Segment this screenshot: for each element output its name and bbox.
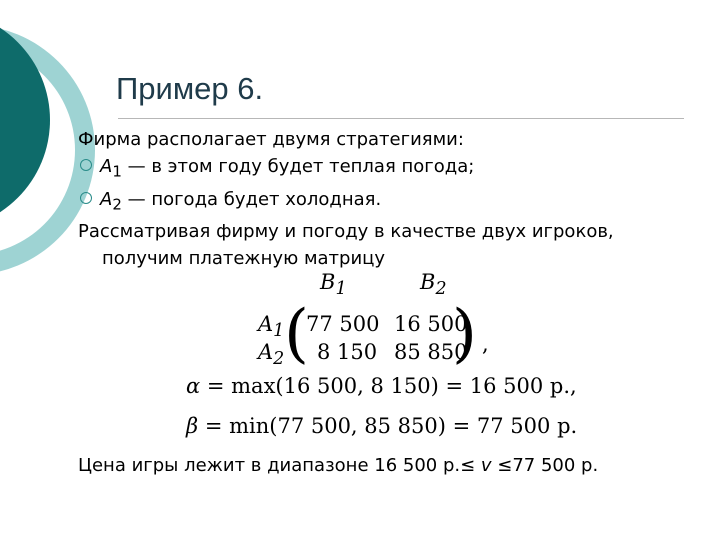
matrix-trailing-comma: , xyxy=(482,332,489,356)
col-label-b2: $B_2$ xyxy=(420,270,447,300)
matrix-cell: 77 500 xyxy=(306,312,380,336)
matrix-cell: 8 150 xyxy=(317,340,378,364)
strategy-item-1 xyxy=(78,153,614,186)
alpha-result: 16 500 xyxy=(469,374,544,398)
alpha-args: 16 500, 8 150 xyxy=(283,374,431,398)
beta-formula: β = min(77 500, 85 850) = 77 500 р. xyxy=(186,414,578,438)
col-label-b1: $B_1$ xyxy=(320,270,347,300)
beta-op: min xyxy=(229,414,270,438)
beta-symbol: β xyxy=(186,414,199,438)
strategy-name: A xyxy=(100,188,113,210)
strategy-text: — погода будет холодная. xyxy=(121,188,382,210)
matrix-right-paren: ) xyxy=(452,297,477,371)
strategy-sub: 2 xyxy=(112,195,122,214)
strategy-sub: 1 xyxy=(112,162,122,181)
strategy-item-2 xyxy=(78,186,614,219)
paragraph-line-1: Рассматривая фирму и погоду в качестве двух игроков, xyxy=(78,221,614,243)
beta-args: 77 500, 85 850 xyxy=(277,414,438,438)
bullet-icon xyxy=(80,159,92,171)
bullet-icon xyxy=(80,192,92,204)
intro-text: Фирма располагает двумя стратегиями: xyxy=(78,129,464,150)
row-label-a2: $A_2$ xyxy=(258,340,285,370)
title-divider xyxy=(118,118,684,119)
slide-body xyxy=(78,126,614,272)
game-value-var: v xyxy=(480,455,492,476)
alpha-formula: α = max(16 500, 8 150) = 16 500 р., xyxy=(186,374,577,398)
beta-unit: р. xyxy=(557,414,578,438)
matrix-cell: 85 850 xyxy=(394,340,468,364)
beta-result: 77 500 xyxy=(476,414,551,438)
strategy-text: — в этом году будет теплая погода; xyxy=(121,156,475,177)
alpha-op: max xyxy=(231,374,276,398)
alpha-unit: р., xyxy=(549,374,577,398)
matrix-cell: 16 500 xyxy=(394,312,468,336)
alpha-symbol: α xyxy=(186,374,201,398)
matrix-left-paren: ( xyxy=(284,297,309,371)
slide-title: Пример 6. xyxy=(116,71,264,106)
row-label-a1: $A_1$ xyxy=(258,312,285,342)
paragraph-line-2: получим платежную матрицу xyxy=(102,248,386,270)
strategy-name: A xyxy=(100,156,113,177)
game-value-text: Цена игры лежит в диапазоне 16 500 р.≤ v ≤77 500 р. xyxy=(78,455,599,476)
